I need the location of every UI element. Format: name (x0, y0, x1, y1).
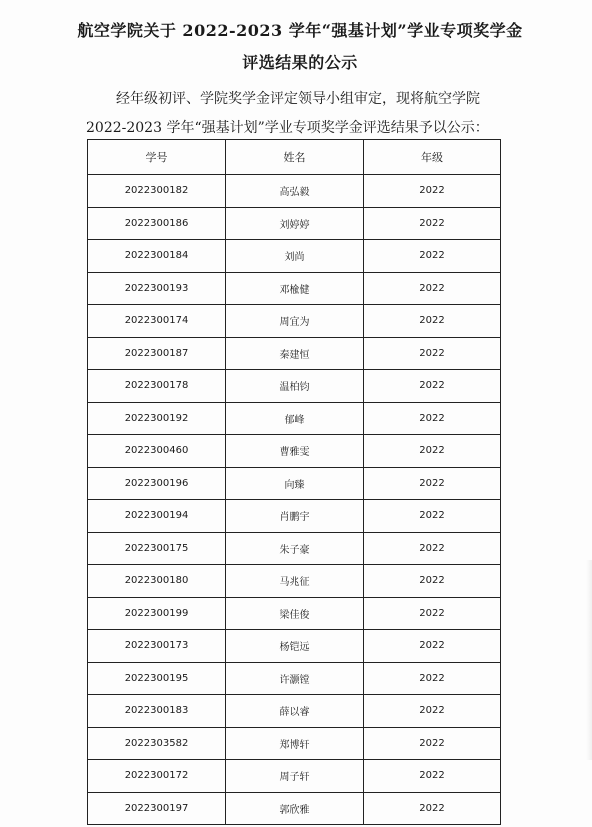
cell-student-id: 2022300186 (88, 207, 226, 240)
table-row (88, 370, 501, 403)
cell-student-id: 2022300192 (88, 402, 226, 435)
table-row (88, 760, 501, 793)
table-row (88, 467, 501, 500)
table-row (88, 337, 501, 370)
intro-paragraph-line-1: 经年级初评、学院奖学金评定领导小组审定，现将航空学院 (116, 91, 480, 107)
cell-name: 周子轩 (226, 760, 364, 793)
table-row (88, 630, 501, 663)
table-row (88, 532, 501, 565)
header-student-id: 学号 (88, 140, 226, 175)
cell-student-id: 2022300180 (88, 565, 226, 598)
header-name: 姓名 (226, 140, 364, 175)
cell-student-id: 2022300193 (88, 272, 226, 305)
cell-name: 许灏镗 (226, 662, 364, 695)
cell-name: 邓楡健 (226, 272, 364, 305)
cell-student-id: 2022300178 (88, 370, 226, 403)
cell-student-id: 2022300174 (88, 305, 226, 338)
cell-grade: 2022 (364, 662, 501, 695)
cell-name: 周宜为 (226, 305, 364, 338)
cell-name: 温柏钧 (226, 370, 364, 403)
cell-grade: 2022 (364, 207, 501, 240)
cell-grade: 2022 (364, 532, 501, 565)
cell-grade: 2022 (364, 175, 501, 208)
scan-edge-shadow (586, 560, 592, 760)
cell-student-id: 2022300172 (88, 760, 226, 793)
cell-grade: 2022 (364, 500, 501, 533)
cell-grade: 2022 (364, 760, 501, 793)
cell-name: 曹雅雯 (226, 435, 364, 468)
cell-grade: 2022 (364, 240, 501, 273)
cell-grade: 2022 (364, 337, 501, 370)
cell-grade: 2022 (364, 695, 501, 728)
cell-name: 马兆征 (226, 565, 364, 598)
cell-grade: 2022 (364, 272, 501, 305)
table-row (88, 402, 501, 435)
cell-student-id: 2022300187 (88, 337, 226, 370)
table-row (88, 207, 501, 240)
document-title-line-2: 评选结果的公示 (242, 53, 358, 72)
cell-student-id: 2022300197 (88, 792, 226, 825)
cell-student-id: 2022300196 (88, 467, 226, 500)
cell-student-id: 2022300175 (88, 532, 226, 565)
cell-name: 郭欣雅 (226, 792, 364, 825)
intro-paragraph-line-2: 2022-2023 学年“强基计划”学业专项奖学金评选结果予以公示： (86, 120, 489, 136)
table-row (88, 695, 501, 728)
cell-grade: 2022 (364, 727, 501, 760)
table-row (88, 305, 501, 338)
cell-name: 朱子豪 (226, 532, 364, 565)
cell-name: 刘婷婷 (226, 207, 364, 240)
header-grade: 年级 (364, 140, 501, 175)
cell-grade: 2022 (364, 792, 501, 825)
cell-name: 梁佳俊 (226, 597, 364, 630)
table-row (88, 175, 501, 208)
cell-student-id: 2022303582 (88, 727, 226, 760)
cell-student-id: 2022300184 (88, 240, 226, 273)
cell-student-id: 2022300199 (88, 597, 226, 630)
cell-grade: 2022 (364, 435, 501, 468)
cell-grade: 2022 (364, 565, 501, 598)
cell-grade: 2022 (364, 370, 501, 403)
table-row (88, 565, 501, 598)
cell-name: 杨铠远 (226, 630, 364, 663)
cell-student-id: 2022300460 (88, 435, 226, 468)
table-row (88, 240, 501, 273)
cell-name: 郁峰 (226, 402, 364, 435)
document-title-line-1: 航空学院关于 2022-2023 学年“强基计划”学业专项奖学金 (77, 21, 523, 40)
table-row (88, 272, 501, 305)
cell-name: 高弘毅 (226, 175, 364, 208)
table-row (88, 500, 501, 533)
table-header-row (88, 140, 501, 175)
cell-grade: 2022 (364, 630, 501, 663)
table-row (88, 792, 501, 825)
cell-grade: 2022 (364, 402, 501, 435)
cell-name: 郑博轩 (226, 727, 364, 760)
cell-name: 刘尚 (226, 240, 364, 273)
cell-name: 秦建恒 (226, 337, 364, 370)
cell-student-id: 2022300182 (88, 175, 226, 208)
cell-grade: 2022 (364, 305, 501, 338)
cell-student-id: 2022300194 (88, 500, 226, 533)
cell-student-id: 2022300173 (88, 630, 226, 663)
table-body (88, 175, 501, 825)
cell-grade: 2022 (364, 467, 501, 500)
cell-name: 肖鹏宇 (226, 500, 364, 533)
cell-grade: 2022 (364, 597, 501, 630)
cell-name: 向臻 (226, 467, 364, 500)
cell-student-id: 2022300195 (88, 662, 226, 695)
results-table (87, 139, 501, 825)
table-row (88, 662, 501, 695)
cell-student-id: 2022300183 (88, 695, 226, 728)
cell-name: 薛以睿 (226, 695, 364, 728)
table-row (88, 435, 501, 468)
table-row (88, 597, 501, 630)
table-row (88, 727, 501, 760)
